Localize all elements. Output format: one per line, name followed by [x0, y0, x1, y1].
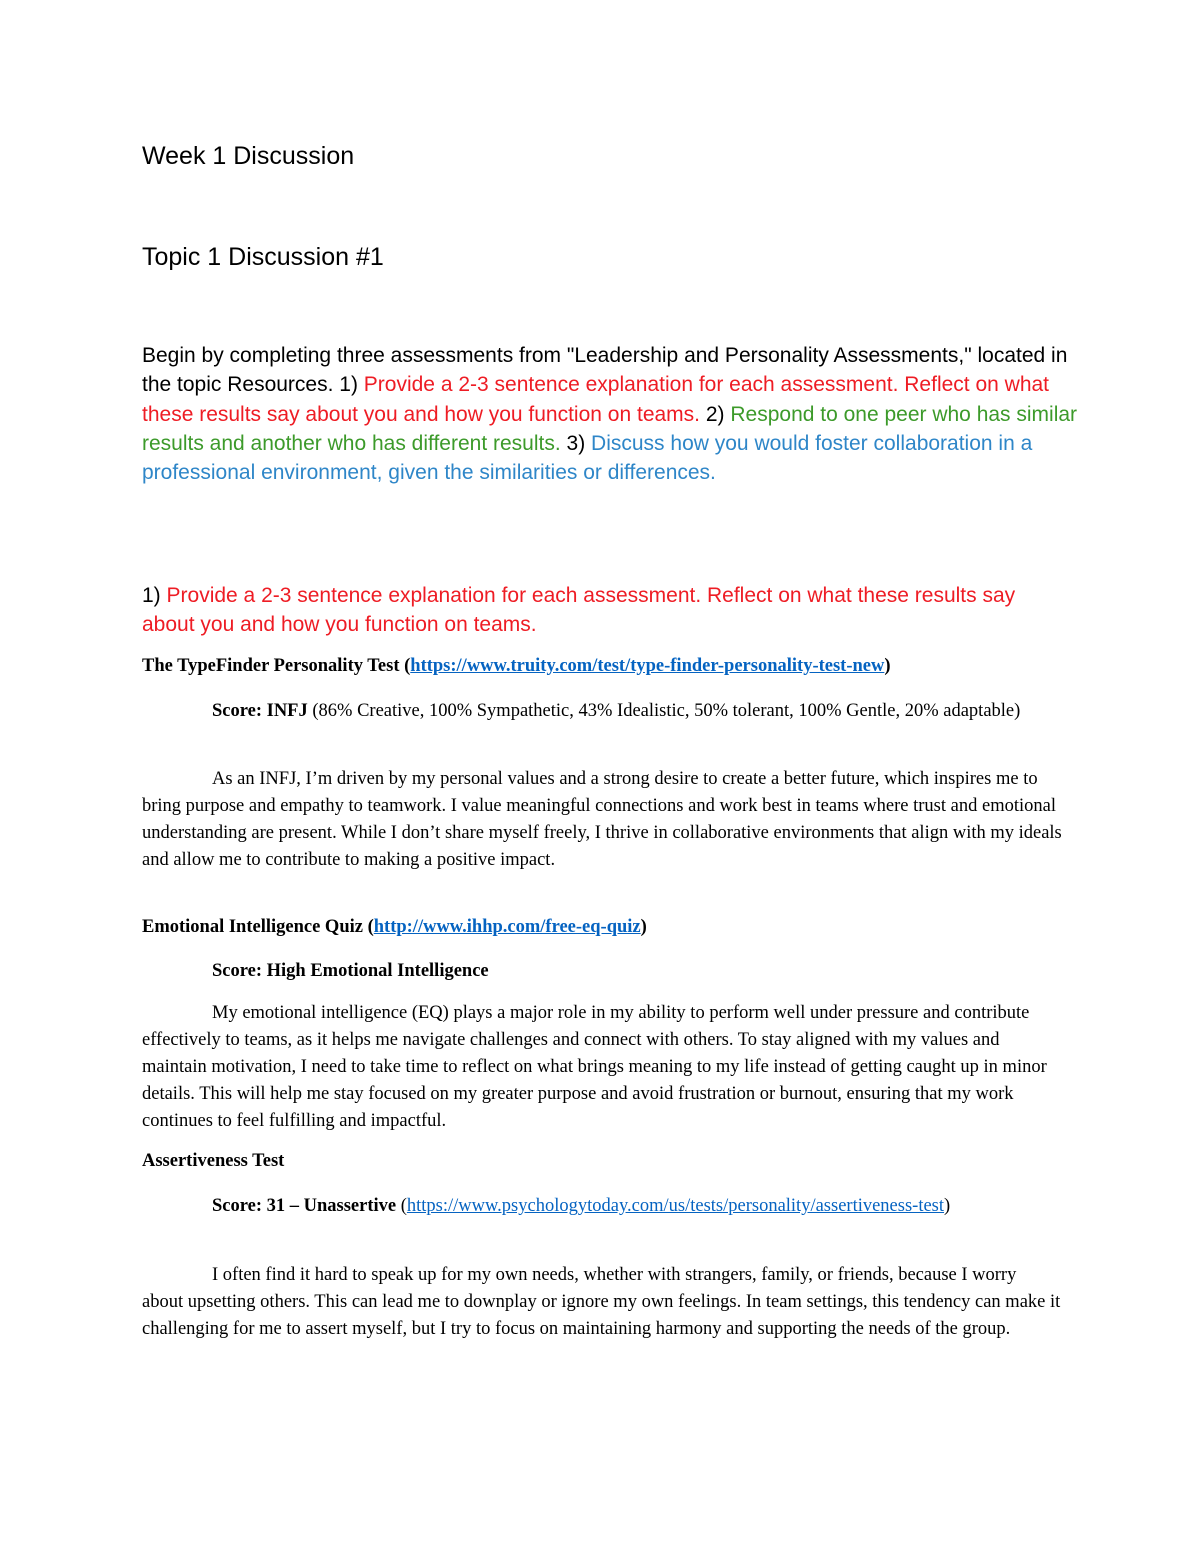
- typefinder-score-detail: (86% Creative, 100% Sympathetic, 43% Idealistic, 50% tolerant, 100% Gentle, 20% adaptable): [307, 701, 1021, 721]
- assertiveness-score-value: 31 – Unassertive: [266, 1196, 397, 1216]
- requirement-1: [142, 581, 1062, 640]
- typefinder-close: ): [884, 656, 891, 676]
- instructions-part-3: Discuss how you would foster collaboration in a professional environment, given the similarities or differences.: [142, 431, 1033, 485]
- assertiveness-open: (: [396, 1196, 407, 1216]
- page-title: Week 1 Discussion: [142, 142, 355, 170]
- eq-score-label: Score:: [212, 961, 267, 981]
- eq-reflection: My emotional intelligence (EQ) plays a major role in my ability to perform well under pressure and contribute effectively to teams, as it helps me navigate challenges and connect with others. To stay aligned with my values and maintain motivation, I need to take time to reflect on what brings meaning to my life instead of getting caught up in minor details. This will help me stay focused on my greater purpose and avoid frustration or burnout, ensuring that my work continues to feel fulfilling and impactful.: [142, 1003, 1047, 1131]
- instructions-num-2: 2): [705, 402, 731, 426]
- instructions-part-1: Provide a 2-3 sentence explanation for each assessment. Reflect on what these results say about you and how you function on teams.: [142, 373, 1050, 426]
- assignment-instructions: [142, 341, 1082, 487]
- eq-score: [142, 958, 1072, 985]
- eq-link[interactable]: http://www.ihhp.com/free-eq-quiz: [373, 917, 641, 937]
- typefinder-score-label: Score:: [212, 701, 267, 721]
- typefinder-score: [142, 698, 1042, 725]
- assertiveness-reflection: I often find it hard to speak up for my own needs, whether with strangers, family, or friends, because I worry about upsetting others. This can lead me to downplay or ignore my own feelings. In team settings, this tendency can make it challenging for me to assert myself, but I try to focus on maintaining harmony and supporting the needs of the group.: [142, 1265, 1061, 1339]
- requirement-1-text: Provide a 2-3 sentence explanation for each assessment. Reflect on what these results say about you and how you function on teams.: [142, 584, 1016, 637]
- instructions-num-3: 3): [566, 431, 592, 455]
- requirement-1-number: 1): [142, 584, 167, 607]
- eq-score-value: High Emotional Intelligence: [266, 961, 489, 981]
- typefinder-link[interactable]: https://www.truity.com/test/type-finder-personality-test-new: [410, 656, 885, 676]
- typefinder-score-value: INFJ: [266, 701, 308, 721]
- assertiveness-score: [142, 1193, 1042, 1220]
- assertiveness-link[interactable]: https://www.psychologytoday.com/us/tests/personality/assertiveness-test: [406, 1196, 945, 1216]
- eq-name: Emotional Intelligence Quiz (: [142, 917, 374, 937]
- instructions-lead: Begin by completing three assessments from "Leadership and Personality Assessments," located in the topic Resources. 1): [142, 344, 1068, 397]
- assertiveness-heading: Assertiveness Test: [142, 1151, 285, 1171]
- topic-heading: Topic 1 Discussion #1: [142, 243, 384, 271]
- eq-heading: [142, 917, 1072, 938]
- typefinder-reflection: As an INFJ, I’m driven by my personal values and a strong desire to create a better future, which inspires me to bring purpose and empathy to teamwork. I value meaningful connections and work best in teams where trust and emotional understanding are present. While I don’t share myself freely, I thrive in collaborative environments that align with my ideals and allow me to contribute to making a positive impact.: [142, 769, 1062, 870]
- instructions-part-2: Respond to one peer who has similar results and another who has different results.: [142, 402, 1078, 455]
- assertiveness-score-label: Score:: [212, 1196, 267, 1216]
- assertiveness-close: ): [944, 1196, 951, 1216]
- typefinder-name: The TypeFinder Personality Test (: [142, 656, 411, 676]
- typefinder-heading: [142, 656, 1072, 677]
- eq-close: ): [640, 917, 647, 937]
